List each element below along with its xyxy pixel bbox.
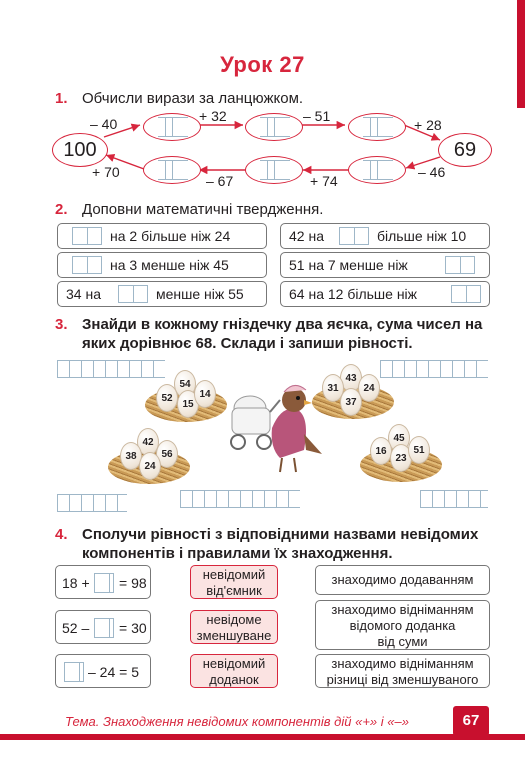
- component-name-3[interactable]: невідомий доданок: [190, 654, 278, 688]
- egg[interactable]: 51: [408, 436, 430, 464]
- lesson-title: Урок 27: [220, 52, 305, 77]
- egg[interactable]: 24: [139, 452, 161, 480]
- equation-2[interactable]: 52 – = 30: [55, 610, 151, 644]
- statement-2-1: на 3 менше ніж 45: [57, 252, 267, 278]
- chain-start: 100: [52, 133, 108, 167]
- egg[interactable]: 54: [174, 370, 196, 398]
- statement-1-2: 42 на більше ніж 10: [280, 223, 490, 249]
- statement-3-2: 64 на 12 більше ніж: [280, 281, 490, 307]
- equation-1[interactable]: 18 + = 98: [55, 565, 151, 599]
- statement-2-2: 51 на 7 менше ніж: [280, 252, 490, 278]
- chain-end: 69: [438, 133, 492, 167]
- chain-op-bottom-4: – 46: [418, 164, 446, 180]
- equation-3[interactable]: – 24 = 5: [55, 654, 151, 688]
- rule-2[interactable]: знаходимо відніманням відомого доданка від суми: [315, 600, 490, 650]
- answer-box[interactable]: [445, 256, 475, 274]
- egg[interactable]: 23: [390, 444, 412, 472]
- chain-blank-top-3[interactable]: [348, 113, 406, 141]
- footer-topic: Тема. Знаходження невідомих компонентів дій «+» і «–»: [65, 714, 409, 729]
- task3-text-line2: яких дорівнює 68. Склади і запиши рівності.: [82, 335, 413, 352]
- task4-text-line1: Сполучи рівності з відповідними назвами невідомих: [82, 526, 479, 543]
- statement-3-1: 34 на менше ніж 55: [57, 281, 267, 307]
- egg[interactable]: 24: [358, 374, 380, 402]
- unknown-box[interactable]: [94, 573, 114, 593]
- answer-strip[interactable]: [420, 490, 488, 508]
- answer-box[interactable]: [118, 285, 148, 303]
- page-number: 67: [453, 706, 489, 736]
- chain-blank-bottom-2[interactable]: [245, 156, 303, 184]
- task1-number: 1.: [55, 90, 68, 107]
- rule-3[interactable]: знаходимо відніманням різниці від зменшуваного: [315, 654, 490, 688]
- egg[interactable]: 37: [340, 388, 362, 416]
- egg[interactable]: 14: [194, 380, 216, 408]
- chain-op-top-1: – 40: [90, 116, 118, 132]
- unknown-box[interactable]: [64, 662, 84, 682]
- task3-number: 3.: [55, 316, 68, 333]
- answer-strip[interactable]: [57, 494, 127, 512]
- answer-box[interactable]: [72, 256, 102, 274]
- chain-blank-bottom-1[interactable]: [143, 156, 201, 184]
- egg[interactable]: 43: [340, 364, 362, 392]
- task1-text: Обчисли вирази за ланцюжком.: [82, 90, 304, 107]
- chain-op-bottom-2: – 67: [206, 173, 234, 189]
- egg[interactable]: 38: [120, 442, 142, 470]
- task2-text: Доповни математичні твердження.: [82, 201, 324, 218]
- answer-box[interactable]: [451, 285, 481, 303]
- egg[interactable]: 31: [322, 374, 344, 402]
- component-name-2[interactable]: невідоме зменшуване: [190, 610, 278, 644]
- chain-op-bottom-1: + 70: [92, 164, 120, 180]
- chain-op-bottom-3: + 74: [310, 173, 338, 189]
- task3-text-line1: Знайди в кожному гніздечку два яєчка, сума чисел на: [82, 316, 483, 333]
- task2-number: 2.: [55, 201, 68, 218]
- footer-bar: [0, 734, 525, 740]
- sparrow-stroller-illustration: [210, 378, 330, 482]
- egg[interactable]: 56: [156, 440, 178, 468]
- component-name-1[interactable]: невідомий від'ємник: [190, 565, 278, 599]
- answer-strip[interactable]: [380, 360, 488, 378]
- egg[interactable]: 15: [177, 390, 199, 418]
- answer-strip[interactable]: [57, 360, 165, 378]
- egg[interactable]: 42: [137, 428, 159, 456]
- statement-1-1: на 2 більше ніж 24: [57, 223, 267, 249]
- answer-strip[interactable]: [180, 490, 300, 508]
- chain-blank-bottom-3[interactable]: [348, 156, 406, 184]
- egg[interactable]: 16: [370, 437, 392, 465]
- chain-blank-top-2[interactable]: [245, 113, 303, 141]
- task4-number: 4.: [55, 526, 68, 543]
- task4-text-line2: компонентів і правилами їх знаходження.: [82, 545, 393, 562]
- egg[interactable]: 52: [156, 384, 178, 412]
- unknown-box[interactable]: [94, 618, 114, 638]
- chain-op-top-3: – 51: [303, 108, 331, 124]
- answer-box[interactable]: [339, 227, 369, 245]
- chain-op-top-4: + 28: [414, 117, 442, 133]
- chain-blank-top-1[interactable]: [143, 113, 201, 141]
- egg[interactable]: 45: [388, 424, 410, 452]
- answer-box[interactable]: [72, 227, 102, 245]
- rule-1[interactable]: знаходимо додаванням: [315, 565, 490, 595]
- chain-op-top-2: + 32: [199, 108, 227, 124]
